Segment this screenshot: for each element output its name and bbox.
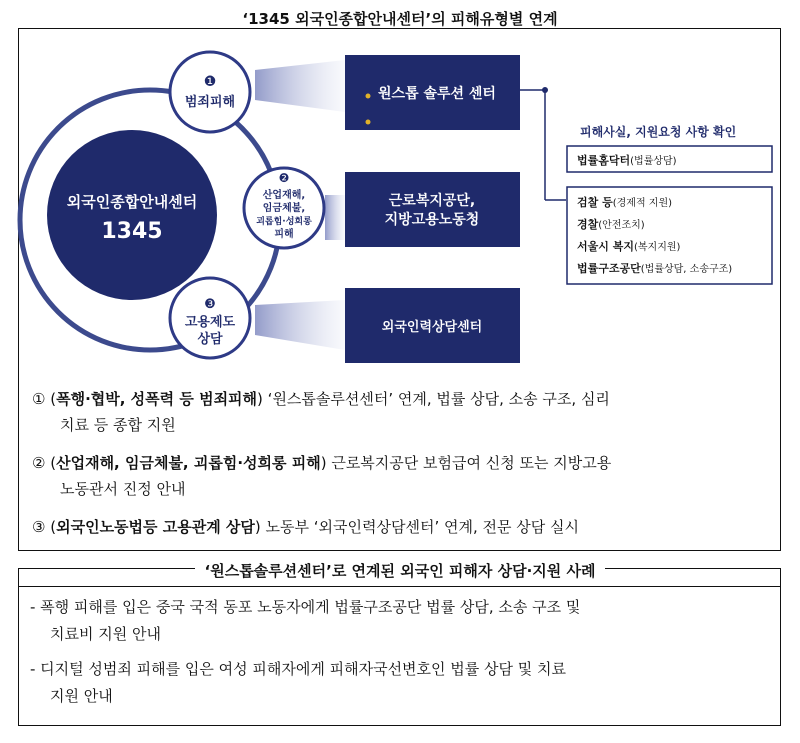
box-onestop-dot-1: [366, 94, 371, 99]
arrow-3: [255, 300, 345, 350]
cases-divider: [18, 586, 781, 587]
box-comwel-line2: 지방고용노동청: [384, 212, 480, 228]
bubble-3-line1: 고용제도: [184, 315, 236, 330]
box-comwel: [345, 172, 520, 247]
item-1: ① (폭행·협박, 성폭력 등 범죄피해) ‘원스톱솔루션센터’ 연계, 법률 상담, 소송 구조, 심리 치료 등 종합 지원: [32, 390, 610, 434]
bubble-1-num: ❶: [203, 74, 217, 90]
bubble-3-line2: 상담: [197, 332, 223, 347]
side-box-2-line4: 법률구조공단(법률상담, 소송구조): [577, 262, 733, 275]
bubble-2-num: ❷: [278, 171, 290, 185]
diagram-title: ‘1345 외국인종합안내센터’의 피해유형별 연계: [0, 8, 800, 29]
connector-dot: [542, 87, 548, 93]
box-onestop-dot-2: [366, 120, 371, 125]
side-box-2-line1: 검찰 등(경제적 지원): [577, 196, 673, 209]
bubble-2-line1: 산업재해,: [262, 190, 306, 201]
side-box-1-text: 법률홈닥터(법률상담): [577, 154, 677, 167]
cases-title: ‘원스톱솔루션센터’로 연계된 외국인 피해자 상담·지원 사례: [0, 560, 800, 581]
item-3: ③ (외국인노동법등 고용관계 상담) 노동부 ‘외국인력상담센터’ 연계, 전문 상담 실시: [32, 518, 580, 536]
box-comwel-line1: 근로복지공단,: [388, 193, 476, 209]
case-2: - 디지털 성범죄 피해를 입은 여성 피해자에게 피해자국선변호인 법률 상담 및 치료 지원 안내: [30, 660, 567, 705]
bubble-2-line4: 피해: [274, 229, 294, 240]
arrow-1: [255, 60, 345, 112]
side-box-2-line2: 경찰(안전조치): [577, 218, 645, 231]
bubble-1-label: 범죄피해: [184, 95, 236, 110]
box-onestop-label: 원스톱 솔루션 센터: [378, 86, 496, 102]
case-1: - 폭행 피해를 입은 중국 국적 동포 노동자에게 법률구조공단 법률 상담, 소송 구조 및 치료비 지원 안내: [30, 598, 581, 643]
box-counseling-label: 외국인력상담센터: [381, 320, 483, 335]
side-heading: 피해사실, 지원요청 사항 확인: [580, 125, 737, 139]
bubble-2-line3: 괴롭힘·성희롱: [256, 217, 312, 227]
side-box-2-line3: 서울시 복지(복지지원): [577, 240, 681, 253]
bubble-1: [170, 52, 250, 132]
center-circle: [47, 130, 217, 300]
center-label-1: 외국인종합안내센터: [66, 193, 198, 211]
arrow-2: [325, 195, 345, 240]
center-label-2: 1345: [101, 219, 163, 244]
item-2: ② (산업재해, 임금체불, 괴롭힘·성희롱 피해) 근로복지공단 보험급여 신청 또는 지방고용 노동관서 진정 안내: [32, 454, 612, 498]
bubble-2-line2: 임금체불,: [262, 203, 306, 214]
bubble-3-num: ❸: [204, 297, 216, 312]
